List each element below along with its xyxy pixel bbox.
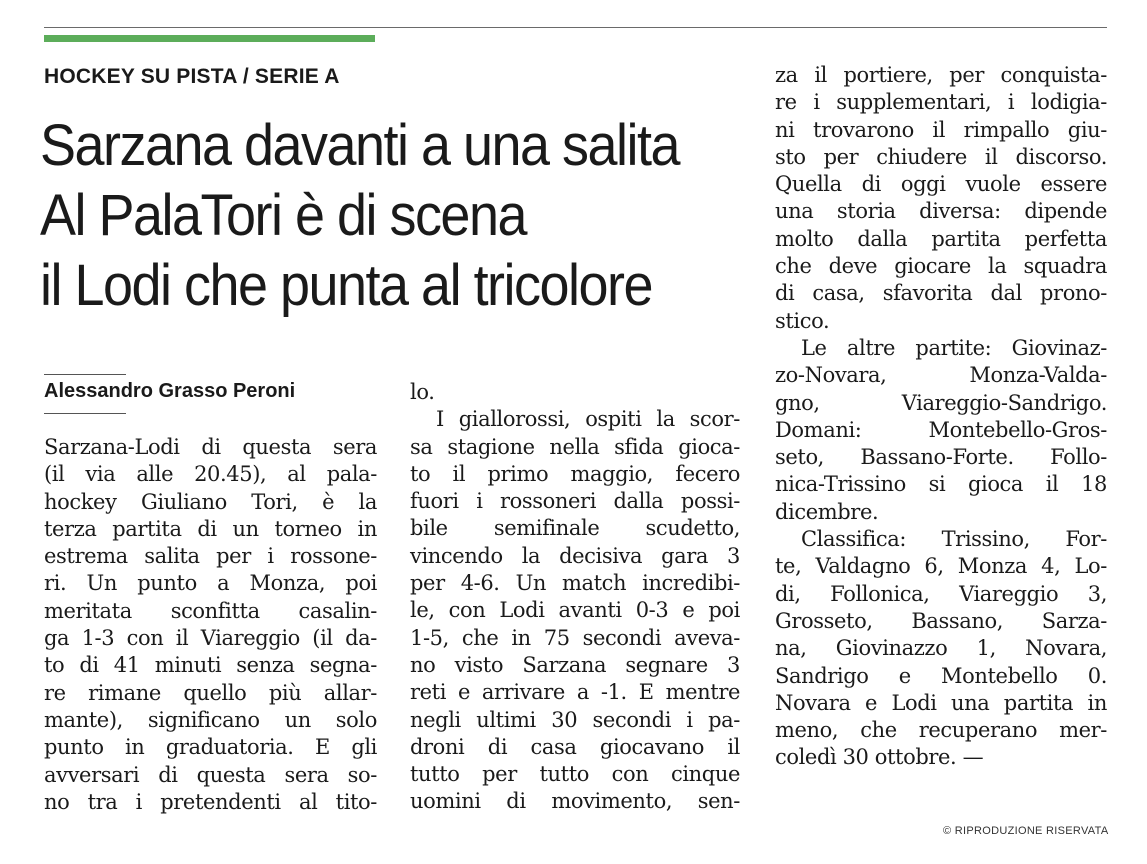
- section-kicker: HOCKEY SU PISTA / SERIE A: [44, 65, 340, 88]
- top-rule: [44, 27, 1107, 28]
- article-line: seto, Bassano-Forte. Follo-: [775, 445, 1107, 470]
- article-line: avversari di questa sera so-: [44, 762, 377, 787]
- article-line: I giallorossi, ospiti la scor-: [436, 407, 740, 432]
- article-column-1: [44, 434, 377, 816]
- article-line: Grosseto, Bassano, Sarza-: [775, 608, 1107, 633]
- byline-rule-bottom: [44, 413, 126, 414]
- article-line: bile semifinale scudetto,: [410, 516, 740, 541]
- headline-line-2: Al PalaTori è di scena: [40, 183, 526, 248]
- article-line: za il portiere, per conquista-: [775, 63, 1107, 87]
- article-line: 1-5, che in 75 secondi aveva-: [410, 625, 740, 650]
- article-line: na, Giovinazzo 1, Novara,: [775, 636, 1107, 661]
- article-line: re rimane quello più allar-: [44, 680, 377, 705]
- article-line: coledì 30 ottobre. —: [775, 745, 984, 770]
- article-line: vincendo la decisiva gara 3: [410, 543, 740, 568]
- headline: [40, 111, 710, 321]
- article-line: Classifica: Trissino, For-: [801, 527, 1107, 552]
- article-line: reti e arrivare a -1. E mentre: [410, 680, 740, 705]
- article-line: negli ultimi 30 secondi i pa-: [410, 707, 740, 732]
- headline-line-1: Sarzana davanti a una salita: [40, 113, 680, 178]
- article-line: sto per chiudere il discorso.: [775, 144, 1107, 169]
- article-line: dicembre.: [775, 499, 879, 524]
- byline-author: Alessandro Grasso Peroni: [44, 380, 296, 402]
- article-line: to il primo maggio, fecero: [410, 461, 740, 486]
- article-line: una storia diversa: dipende: [775, 199, 1107, 224]
- article-line: (il via alle 20.45), al pala-: [44, 462, 377, 487]
- article-line: te, Valdagno 6, Monza 4, Lo-: [775, 554, 1107, 579]
- article-line: ri. Un punto a Monza, poi: [44, 571, 377, 596]
- article-line: che deve giocare la squadra: [775, 254, 1107, 279]
- article-line: nica-Trissino si gioca il 18: [775, 472, 1107, 497]
- article-line: Sarzana-Lodi di questa sera: [44, 435, 377, 459]
- article-line: Novara e Lodi una partita in: [775, 690, 1107, 715]
- article-line: lo.: [410, 380, 435, 404]
- article-line: le, con Lodi avanti 0-3 e poi: [410, 598, 740, 623]
- article-line: molto dalla partita perfetta: [775, 226, 1107, 251]
- article-line: estrema salita per i rossone-: [44, 544, 377, 569]
- copyright-notice: © RIPRODUZIONE RISERVATA: [943, 825, 1109, 837]
- article-line: sa stagione nella sfida gioca-: [410, 434, 740, 459]
- article-line: zo-Novara, Monza-Valda-: [775, 363, 1107, 388]
- article-line: di casa, sfavorita dal prono-: [775, 281, 1107, 306]
- article-line: re i supplementari, i lodigia-: [775, 90, 1107, 115]
- article-line: per 4-6. Un match incredibi-: [410, 571, 740, 596]
- article-line: mante), significano un solo: [44, 707, 377, 732]
- accent-bar: [44, 35, 375, 42]
- article-line: Quella di oggi vuole essere: [775, 172, 1107, 197]
- article-line: uomini di movimento, sen-: [410, 789, 740, 814]
- article-line: meritata sconfitta casalin-: [44, 598, 377, 623]
- article-line: stico.: [775, 308, 830, 333]
- byline-rule-top: [44, 374, 126, 375]
- article-line: meno, che recuperano mer-: [775, 718, 1107, 743]
- article-line: terza partita di un torneo in: [44, 516, 377, 541]
- article-line: ga 1-3 con il Viareggio (il da-: [44, 626, 377, 651]
- article-line: Domani: Montebello-Gros-: [775, 417, 1107, 442]
- article-column-3: [775, 62, 1107, 772]
- article-line: hockey Giuliano Tori, è la: [44, 489, 377, 514]
- article-line: tutto per tutto con cinque: [410, 762, 740, 787]
- article-line: fuori i rossoneri dalla possi-: [410, 489, 740, 514]
- article-line: ni trovarono il rimpallo giu-: [775, 117, 1107, 142]
- article-line: gno, Viareggio-Sandrigo.: [775, 390, 1107, 415]
- article-line: Sandrigo e Montebello 0.: [775, 663, 1107, 688]
- article-line: droni di casa giocavano il: [410, 734, 740, 759]
- article-line: no visto Sarzana segnare 3: [410, 652, 740, 677]
- article-line: Le altre partite: Giovinaz-: [801, 335, 1107, 360]
- headline-line-3: il Lodi che punta al tricolore: [40, 253, 653, 318]
- article-line: to di 41 minuti senza segna-: [44, 653, 377, 678]
- article-line: di, Follonica, Viareggio 3,: [775, 581, 1107, 606]
- article-line: no tra i pretendenti al tito-: [44, 789, 377, 814]
- article-line: punto in graduatoria. E gli: [44, 735, 377, 760]
- article-column-2: [410, 379, 740, 816]
